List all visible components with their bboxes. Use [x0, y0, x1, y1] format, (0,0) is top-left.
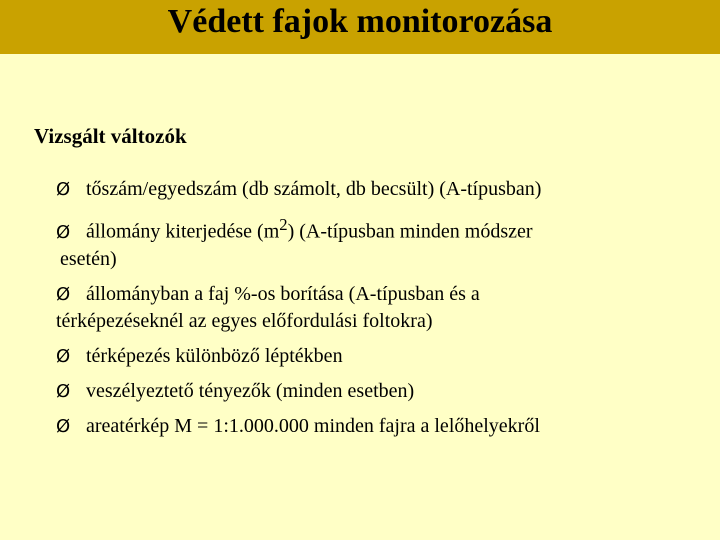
list-item-text: veszélyeztető tényezők (minden esetben) — [86, 379, 415, 402]
list-item-continuation: esetén) — [60, 247, 117, 270]
variables-list — [56, 176, 696, 448]
arrow-bullet-icon: Ø — [56, 179, 71, 200]
list-item — [56, 378, 696, 405]
list-item-text: areatérkép M = 1:1.000.000 minden fajra a lelőhelyekről — [86, 414, 540, 437]
list-item-text: állományban a faj %-os borítása (A-típusban és a — [86, 282, 480, 305]
list-item — [56, 281, 696, 335]
title-bar — [0, 0, 720, 54]
section-heading: Vizsgált változók — [34, 124, 187, 148]
list-item — [56, 413, 696, 440]
arrow-bullet-icon: Ø — [56, 221, 71, 243]
arrow-bullet-icon: Ø — [56, 345, 71, 367]
list-item-text: ) (A-típusban minden módszer — [287, 220, 533, 243]
list-item-text: állomány kiterjedése (m — [86, 220, 280, 243]
list-item — [56, 176, 696, 203]
page-title: Védett fajok monitorozása — [167, 3, 553, 40]
list-item-continuation: térképezéseknél az egyes előfordulási foltokra) — [56, 309, 433, 332]
list-item — [56, 211, 696, 273]
list-item-text: térképezés különböző léptékben — [86, 344, 343, 367]
superscript: 2 — [279, 215, 288, 234]
arrow-bullet-icon: Ø — [56, 283, 71, 305]
arrow-bullet-icon: Ø — [56, 415, 71, 437]
list-item-text: tőszám/egyedszám (db számolt, db becsült) (A-típusban) — [86, 178, 542, 200]
arrow-bullet-icon: Ø — [56, 380, 71, 402]
list-item — [56, 343, 696, 370]
